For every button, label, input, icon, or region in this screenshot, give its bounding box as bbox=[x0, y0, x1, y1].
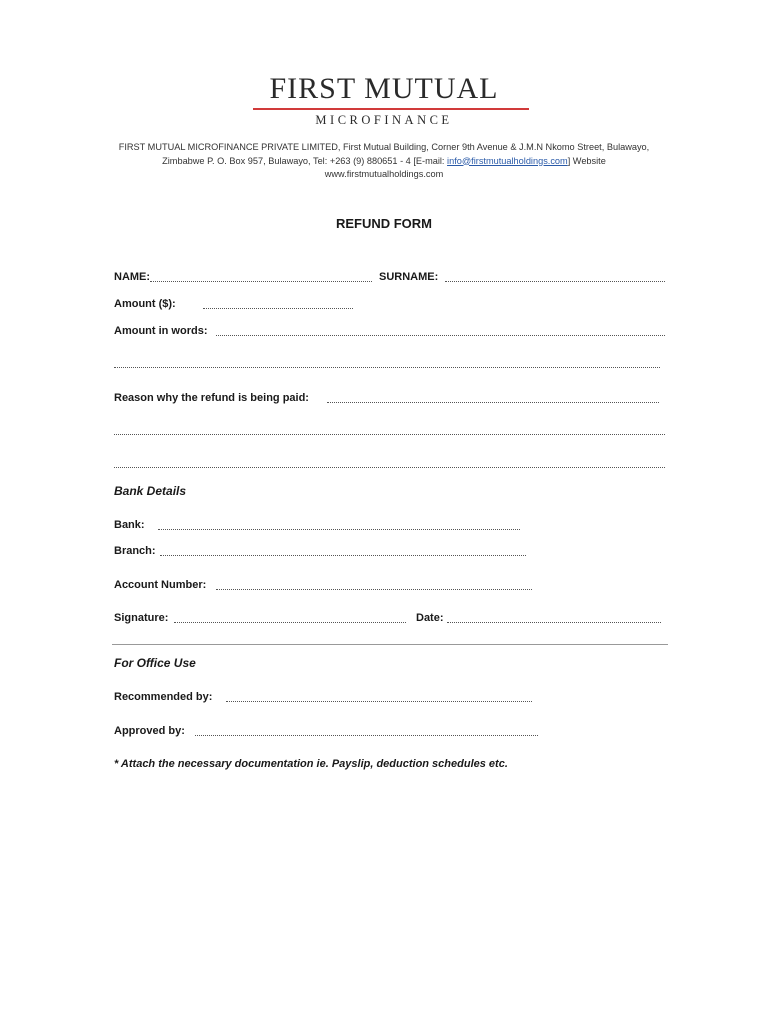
bank-label: Bank: bbox=[114, 519, 145, 531]
recommended-by-label: Recommended by: bbox=[114, 691, 213, 703]
amount-words-label: Amount in words: bbox=[114, 325, 208, 337]
logo-title: FIRST MUTUAL bbox=[269, 72, 499, 105]
bank-details-heading: Bank Details bbox=[114, 484, 187, 498]
recommended-by-field[interactable] bbox=[226, 699, 532, 702]
reason-field-line-2[interactable] bbox=[114, 432, 665, 435]
amount-words-field-line-2[interactable] bbox=[114, 365, 660, 368]
amount-words-field[interactable] bbox=[216, 333, 665, 336]
bank-field[interactable] bbox=[158, 527, 520, 530]
date-field[interactable] bbox=[447, 620, 661, 623]
website-text: www.firstmutualholdings.com bbox=[324, 169, 444, 179]
branch-label: Branch: bbox=[114, 545, 156, 557]
surname-label: SURNAME: bbox=[379, 271, 439, 283]
email-link[interactable]: info@firstmutualholdings.com bbox=[447, 155, 568, 166]
logo-red-rule bbox=[253, 108, 529, 110]
section-divider bbox=[112, 644, 668, 645]
office-use-heading: For Office Use bbox=[114, 656, 196, 670]
form-title: REFUND FORM bbox=[335, 216, 433, 231]
amount-field[interactable] bbox=[203, 306, 353, 309]
account-number-field[interactable] bbox=[216, 587, 532, 590]
date-label: Date: bbox=[416, 612, 444, 624]
signature-field[interactable] bbox=[174, 620, 406, 623]
surname-field[interactable] bbox=[445, 279, 665, 282]
attachment-note: * Attach the necessary documentation ie. Payslip, deduction schedules etc. bbox=[114, 758, 508, 770]
account-number-label: Account Number: bbox=[114, 579, 207, 591]
logo-subtitle: MICROFINANCE bbox=[315, 113, 453, 127]
signature-label: Signature: bbox=[114, 612, 169, 624]
reason-field[interactable] bbox=[327, 400, 659, 403]
company-address bbox=[100, 141, 668, 182]
name-field[interactable] bbox=[150, 279, 372, 282]
reason-label: Reason why the refund is being paid: bbox=[114, 392, 309, 404]
name-label: NAME: bbox=[114, 271, 151, 283]
address-line-2: Zimbabwe P. O. Box 957, Bulawayo, Tel: +263 (9) 880651 - 4 [E-mail: info@firstmutualholdings.com] Website bbox=[162, 155, 606, 166]
approved-by-field[interactable] bbox=[195, 733, 538, 736]
branch-field[interactable] bbox=[160, 553, 526, 556]
reason-field-line-3[interactable] bbox=[114, 465, 665, 468]
approved-by-label: Approved by: bbox=[114, 725, 185, 737]
amount-label: Amount ($): bbox=[114, 298, 176, 310]
address-line-1: FIRST MUTUAL MICROFINANCE PRIVATE LIMITED, First Mutual Building, Corner 9th Avenue & J.M.N Nkomo Street, Bulawayo, bbox=[118, 142, 650, 152]
company-logo bbox=[0, 72, 768, 127]
